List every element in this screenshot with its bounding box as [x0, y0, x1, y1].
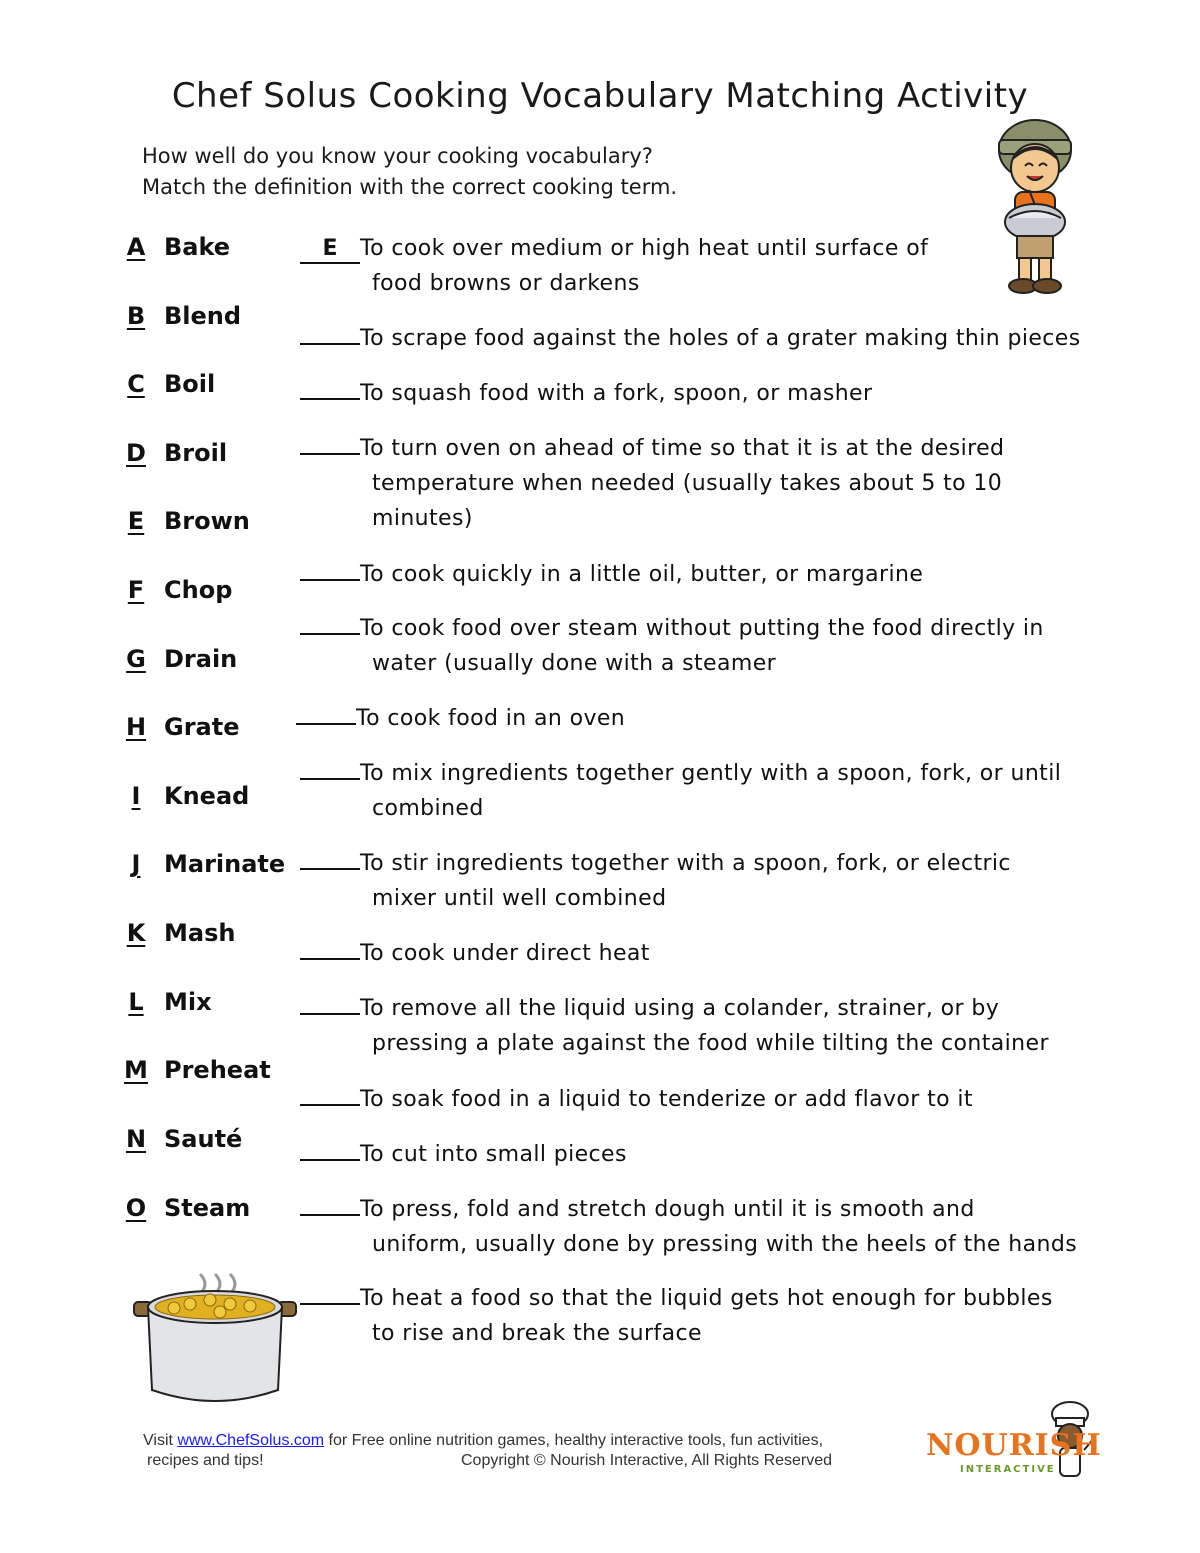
term-item: O Steam [125, 1194, 251, 1222]
answer-blank[interactable] [296, 723, 356, 725]
definition-item: To cook food over steam without putting the food directly in water (usually done with a steamer [300, 611, 1140, 681]
term-item: M Preheat [124, 1056, 271, 1084]
intro-question: How well do you know your cooking vocabulary? [142, 144, 653, 168]
definition-item: To turn oven on ahead of time so that it is at the desired temperature when needed (usually takes about 5 to 10 minutes) [300, 431, 1140, 536]
term-item: H Grate [125, 713, 240, 741]
definition-item: To cook quickly in a little oil, butter, or margarine [300, 557, 1140, 592]
definition-item: To heat a food so that the liquid gets hot enough for bubbles to rise and break the surface [300, 1281, 1140, 1351]
term-item: C Boil [127, 370, 216, 398]
page-title: Chef Solus Cooking Vocabulary Matching Activity [171, 76, 1029, 116]
definition-item: To squash food with a fork, spoon, or masher [300, 376, 1140, 411]
boiling-pot-icon [130, 1262, 300, 1412]
logo-wordmark: NOURISH [926, 1428, 1102, 1463]
answer-blank[interactable] [300, 1013, 360, 1015]
term-item: L Mix [128, 988, 212, 1016]
term-item: D Broil [126, 439, 228, 467]
term-item: G Drain [126, 645, 238, 673]
term-item: J Marinate [131, 850, 286, 878]
definition-item: To cook food in an oven [296, 701, 1136, 736]
answer-blank[interactable] [300, 868, 360, 870]
term-item: N Sauté [125, 1125, 243, 1153]
answer-blank[interactable]: E [300, 236, 360, 264]
copyright-text: Copyright © Nourish Interactive, All Rights Reserved [461, 1452, 833, 1469]
term-item: F Chop [127, 576, 233, 604]
answer-blank[interactable] [300, 958, 360, 960]
footer-line-1: Visit www.ChefSolus.com for Free online nutrition games, healthy interactive tools, fun activities, [143, 1432, 824, 1449]
answer-blank[interactable] [300, 1159, 360, 1161]
definition-item: E To cook over medium or high heat until surface of food browns or darkens [300, 231, 1140, 301]
chefsolus-link[interactable]: www.ChefSolus.com [177, 1432, 325, 1449]
answer-blank[interactable] [300, 1104, 360, 1106]
answer-blank[interactable] [300, 453, 360, 455]
definition-item: To cook under direct heat [300, 936, 1140, 971]
term-item: I Knead [131, 782, 250, 810]
definition-item: To remove all the liquid using a colander, strainer, or by pressing a plate against the food while tilting the container [300, 991, 1140, 1061]
answer-blank[interactable] [300, 343, 360, 345]
definition-item: To cut into small pieces [300, 1137, 1140, 1172]
footer-line-2: recipes and tips! [147, 1452, 264, 1469]
answer-blank[interactable] [300, 579, 360, 581]
term-item: E Brown [127, 507, 250, 535]
nourish-logo [922, 1400, 1102, 1490]
definition-item: To stir ingredients together with a spoon, fork, or electric mixer until well combined [300, 846, 1140, 916]
definition-item: To mix ingredients together gently with a spoon, fork, or until combined [300, 756, 1140, 826]
answer-blank[interactable] [300, 398, 360, 400]
logo-subtitle: INTERACTIVE [960, 1464, 1056, 1475]
answer-blank[interactable] [300, 1214, 360, 1216]
definition-item: To soak food in a liquid to tenderize or add flavor to it [300, 1082, 1140, 1117]
term-item: K Mash [126, 919, 236, 947]
intro-instruction: Match the definition with the correct cooking term. [142, 175, 678, 199]
definition-item: To press, fold and stretch dough until it is smooth and uniform, usually done by pressing with the heels of the hands [300, 1192, 1140, 1262]
answer-blank[interactable] [300, 1303, 360, 1305]
answer-blank[interactable] [300, 633, 360, 635]
answer-blank[interactable] [300, 778, 360, 780]
term-item: A Bake [126, 233, 231, 261]
term-item: B Blend [126, 302, 242, 330]
definition-item: To scrape food against the holes of a grater making thin pieces [300, 321, 1140, 356]
